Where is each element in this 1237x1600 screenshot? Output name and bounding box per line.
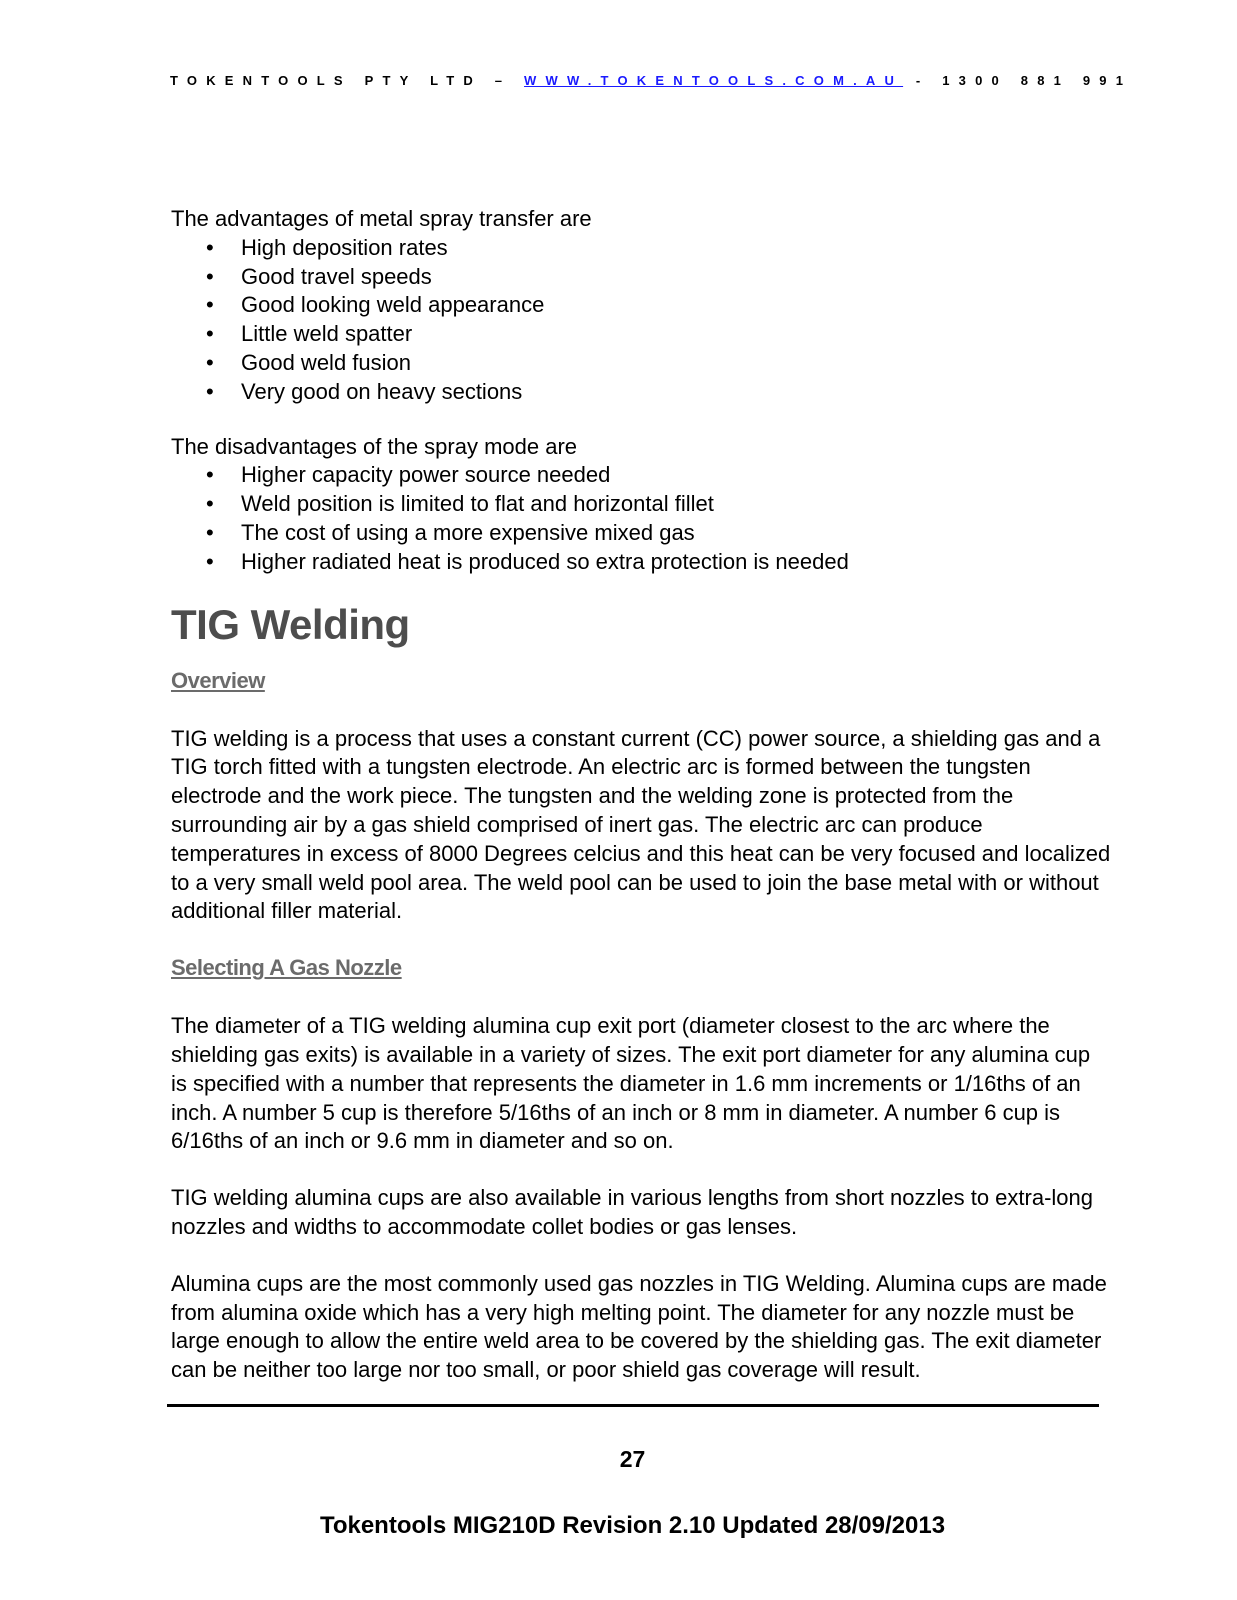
list-item: • The cost of using a more expensive mixed gas (171, 519, 1111, 548)
page-number: 27 (619, 1446, 646, 1472)
footer-divider (167, 1404, 1099, 1407)
nozzle-paragraph: TIG welding alumina cups are also available in various lengths from short nozzles to extra-long nozzles and widths to accommodate collet bodies or gas lenses. (171, 1185, 1094, 1239)
overview-heading: Overview (171, 667, 265, 693)
list-item: • Very good on heavy sections (171, 378, 1111, 407)
page-body (171, 205, 1111, 1385)
disadvantages-intro: The disadvantages of the spray mode are (171, 433, 578, 459)
header-company: TOKENTOOLS PTY LTD – (170, 73, 512, 88)
list-item: • Higher capacity power source needed (171, 461, 1111, 490)
advantages-list (171, 234, 1111, 407)
list-item: • Good travel speeds (171, 263, 1111, 292)
overview-paragraph: TIG welding is a process that uses a constant current (CC) power source, a shielding gas and a TIG torch fitted with a tungsten electrode. An electric arc is formed between the tungsten electrode and the work piece. The tungsten and the welding zone is protected from the surrounding air by a gas shield comprised of inert gas. The electric arc can produce temperatures in excess of 8000 Degrees celcius and this heat can be very focused and localized to a very small weld pool area. The weld pool can be used to join the base metal with or without additional filler material. (171, 725, 1111, 924)
nozzle-heading: Selecting A Gas Nozzle (171, 955, 402, 981)
list-item: • Good weld fusion (171, 349, 1111, 378)
page-header (170, 73, 1132, 88)
list-item: • Weld position is limited to flat and horizontal fillet (171, 490, 1111, 519)
page-footer: Tokentools MIG210D Revision 2.10 Updated 28/09/2013 (319, 1512, 946, 1539)
list-item: • Higher radiated heat is produced so extra protection is needed (171, 548, 1111, 577)
list-item: • Good looking weld appearance (171, 291, 1111, 320)
list-item: • High deposition rates (171, 234, 1111, 263)
disadvantages-list (171, 461, 1111, 576)
nozzle-paragraph: The diameter of a TIG welding alumina cup exit port (diameter closest to the arc where the shielding gas exits) is available in a variety of sizes. The exit port diameter for any alumina cup is specified with a number that represents the diameter in 1.6 mm increments or 1/16ths of an inch. A number 5 cup is therefore 5/16ths of an inch or 8 mm in diameter. A number 6 cup is 6/16ths of an inch or 9.6 mm in diameter and so on. (171, 1013, 1091, 1154)
header-phone: - 1300 881 991 (915, 73, 1133, 88)
advantages-intro: The advantages of metal spray transfer are (171, 206, 592, 231)
list-item: • Little weld spatter (171, 320, 1111, 349)
header-website-link[interactable]: WWW.TOKENTOOLS.COM.AU (524, 73, 904, 88)
nozzle-paragraph: Alumina cups are the most commonly used gas nozzles in TIG Welding. Alumina cups are made from alumina oxide which has a very high melting point. The diameter for any nozzle must be large enough to allow the entire weld area to be covered by the shielding gas. The exit diameter can be neither too large nor too small, or poor shield gas coverage will result. (171, 1270, 1107, 1383)
section-title: TIG Welding (171, 600, 410, 648)
